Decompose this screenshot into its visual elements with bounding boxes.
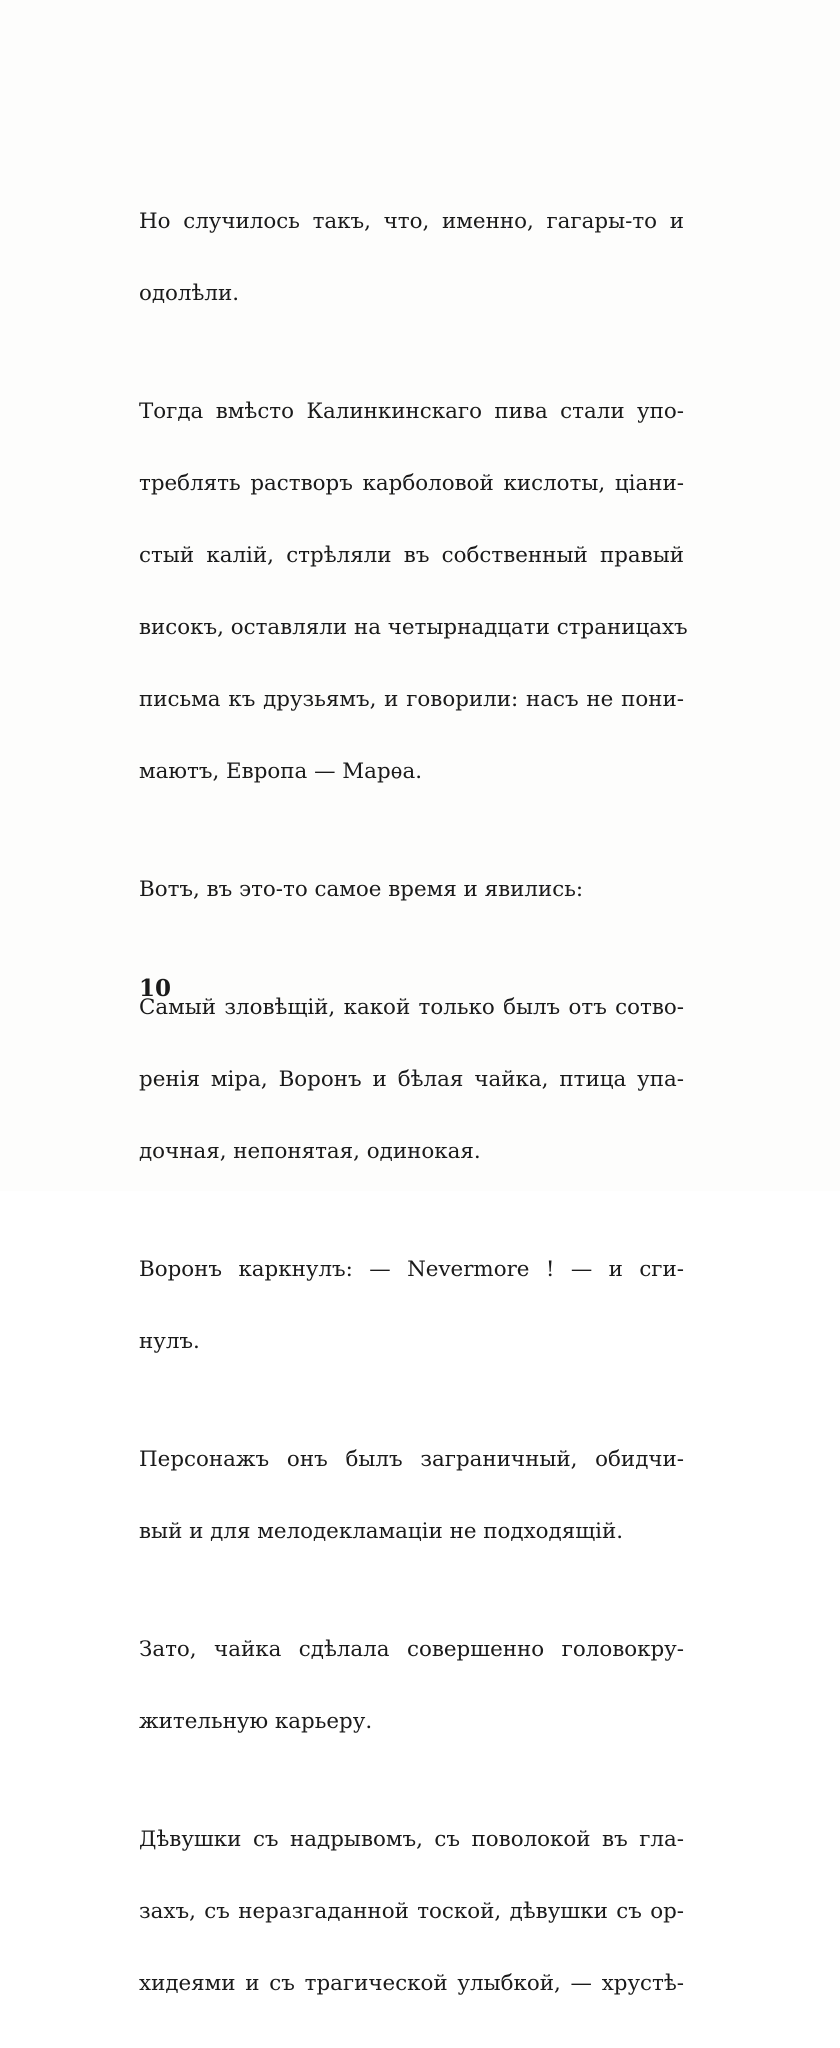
text-line: Воронъ каркнулъ: — Nevermore ! — и сги- xyxy=(139,1257,684,1282)
text-line: Дѣвушки съ надрывомъ, съ поволокой въ гла- xyxy=(139,1827,684,1852)
paragraph-4 xyxy=(139,954,684,1206)
paragraph-8 xyxy=(139,1786,684,2038)
text-line: захъ, съ неразгаданной тоской, дѣвушки съ ор- xyxy=(139,1899,684,1924)
text-line: вый и для мелодекламаціи не подходящій. xyxy=(139,1519,623,1544)
text-line: ренія міра, Воронъ и бѣлая чайка, птица упа- xyxy=(139,1067,684,1092)
paragraph-6 xyxy=(139,1406,684,1586)
paragraph-7 xyxy=(139,1596,684,1776)
text-line: Зато, чайка сдѣлала совершенно головокру- xyxy=(139,1637,684,1662)
text-line: письма къ друзьямъ, и говорили: насъ не пони- xyxy=(139,687,684,712)
text-line: високъ, оставляли на четырнадцати страницахъ xyxy=(139,615,688,640)
text-line: жительную карьеру. xyxy=(139,1709,373,1734)
text-line: стый калій, стрѣляли въ собственный правый xyxy=(139,543,684,568)
paragraph-3 xyxy=(139,836,684,944)
text-line: треблять растворъ карболовой кислоты, ціани- xyxy=(139,471,684,496)
text-line: Но случилось такъ, что, именно, гагары-то и xyxy=(139,209,684,234)
text-line: Вотъ, въ это-то самое время и явились: xyxy=(139,877,584,902)
paragraph-1 xyxy=(139,168,684,348)
body-text xyxy=(139,168,688,2048)
text-line: Самый зловѣщій, какой только былъ отъ сотво- xyxy=(139,995,684,1020)
paragraph-2 xyxy=(139,358,688,826)
text-line: маютъ, Европа — Марѳа. xyxy=(139,759,422,784)
page-number: 10 xyxy=(139,975,172,1002)
text-line: хидеями и съ трагической улыбкой, — хрустѣ- xyxy=(139,1971,684,1996)
paragraph-5 xyxy=(139,1216,684,1396)
text-line: Тогда вмѣсто Калинкинскаго пива стали упо- xyxy=(139,399,684,424)
text-line: нулъ. xyxy=(139,1329,200,1354)
text-line: одолѣли. xyxy=(139,281,240,306)
text-line: дочная, непонятая, одинокая. xyxy=(139,1139,481,1164)
text-line: Персонажъ онъ былъ заграничный, обидчи- xyxy=(139,1447,684,1472)
